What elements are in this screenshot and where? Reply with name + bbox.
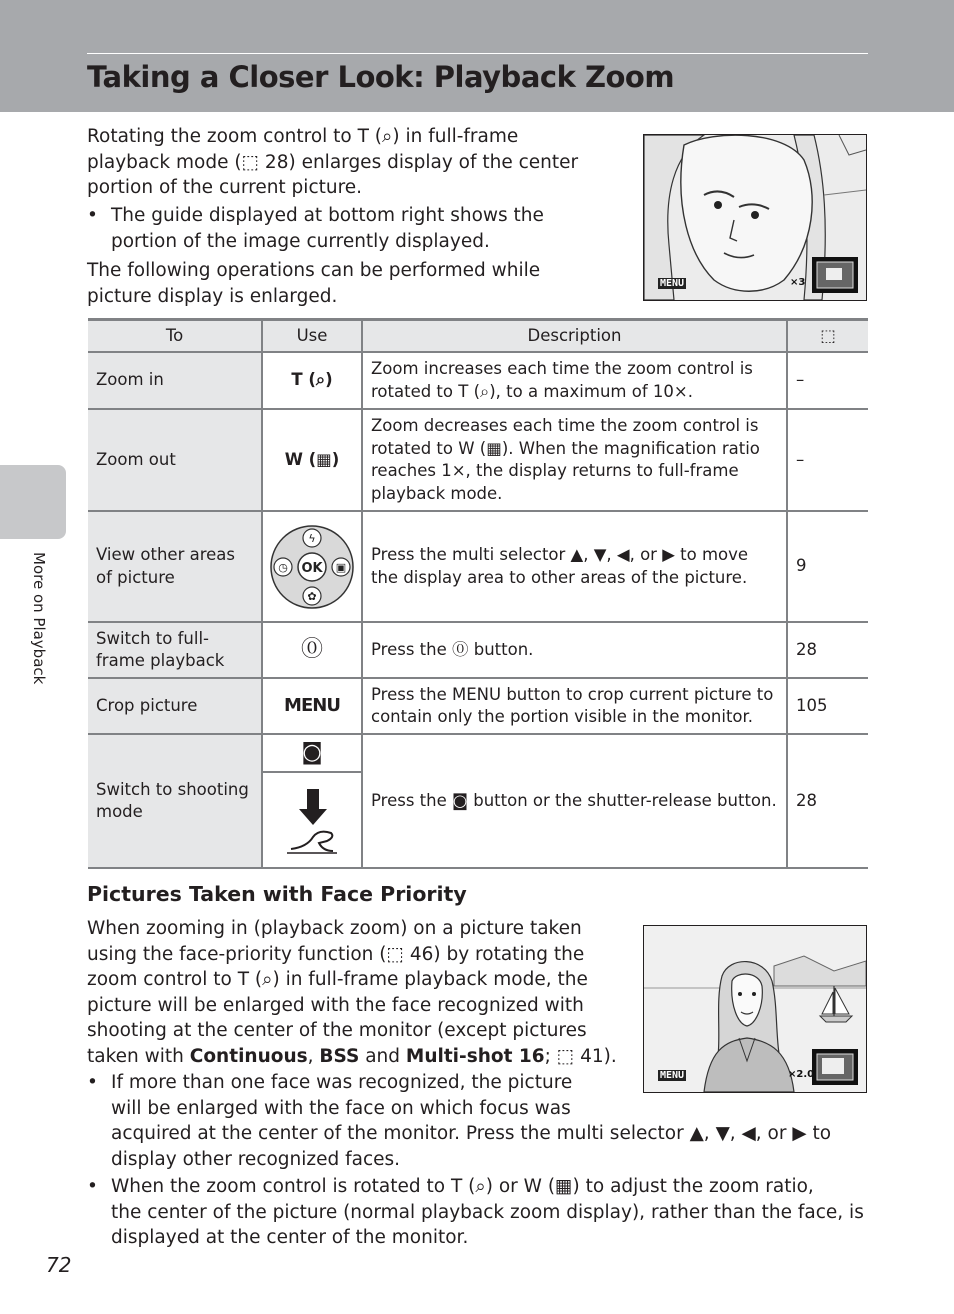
cell-description: Press the ◙ button or the shutter-release button. bbox=[362, 734, 787, 868]
text-line: zoom control to T (⌕) in full-frame playback mode, the bbox=[87, 969, 588, 990]
menu-button-icon: MENU bbox=[262, 678, 362, 734]
cell-description: Press the multi selector ▲, ▼, ◀, or ▶ to move the display area to other areas of the picture. bbox=[362, 511, 787, 622]
face-priority-drawing bbox=[644, 926, 866, 1092]
cell-ref: – bbox=[787, 352, 868, 409]
ok-button-icon: ⓪ bbox=[262, 622, 362, 678]
intro-paragraph bbox=[87, 124, 578, 201]
table-row bbox=[88, 622, 868, 678]
shutter-release-icon bbox=[283, 789, 343, 859]
text-line: The following operations can be performed while bbox=[87, 260, 541, 281]
text-span: ; ⬚ 41). bbox=[544, 1045, 617, 1067]
text-span: taken with bbox=[87, 1045, 190, 1067]
header-band bbox=[0, 0, 954, 112]
text-line: shooting at the center of the monitor (except pictures bbox=[87, 1020, 587, 1041]
cell-description: Zoom increases each time the zoom control is rotated to T (⌕), to a maximum of 10×. bbox=[362, 352, 787, 409]
cell-to: Switch to shooting mode bbox=[88, 734, 262, 868]
table-header-row bbox=[88, 320, 868, 353]
text-line: acquired at the center of the monitor. Press the multi selector ▲, ▼, ◀, or ▶ to bbox=[111, 1123, 832, 1144]
header-description: Description bbox=[362, 320, 787, 353]
continuous-term: Continuous bbox=[189, 1045, 308, 1067]
text-line: When zooming in (playback zoom) on a picture taken bbox=[87, 918, 582, 939]
cell-ref: 9 bbox=[787, 511, 868, 622]
text-line: displayed at the center of the monitor. bbox=[111, 1227, 469, 1248]
section-heading: Pictures Taken with Face Priority bbox=[87, 882, 467, 906]
bullet-dot: • bbox=[87, 205, 98, 226]
cell-use: W (▦) bbox=[262, 409, 362, 511]
self-timer-icon: ◷ bbox=[278, 560, 288, 574]
text-line: picture will be enlarged with the face recognized with bbox=[87, 994, 584, 1016]
face-priority-paragraph bbox=[87, 916, 617, 1069]
flash-icon: ϟ bbox=[308, 531, 316, 545]
text-span: , bbox=[307, 1045, 320, 1067]
zoomed-portrait-image bbox=[643, 134, 867, 301]
cell-description: Press the ⓪ button. bbox=[362, 622, 787, 678]
cell-ref: 105 bbox=[787, 678, 868, 734]
table-row bbox=[88, 352, 868, 409]
intro-paragraph-2 bbox=[87, 258, 540, 309]
bullet-dot: • bbox=[87, 1072, 98, 1093]
side-tab-label: More on Playback bbox=[30, 552, 48, 685]
text-line: If more than one face was recognized, the picture bbox=[111, 1072, 573, 1093]
text-line: portion of the current picture. bbox=[87, 177, 363, 198]
text-span: and bbox=[359, 1045, 406, 1067]
header-rule bbox=[87, 53, 868, 54]
bss-term: BSS bbox=[319, 1045, 360, 1067]
cell-to: Crop picture bbox=[88, 678, 262, 734]
menu-label: MENU bbox=[660, 278, 685, 289]
text-line: portion of the image currently displayed. bbox=[111, 230, 490, 252]
portrait-drawing bbox=[644, 135, 866, 300]
page-number: 72 bbox=[46, 1253, 72, 1277]
menu-label: MENU bbox=[660, 1070, 685, 1081]
text-line: will be enlarged with the face on which focus was bbox=[111, 1097, 571, 1119]
table-row bbox=[88, 734, 868, 868]
cell-ref: 28 bbox=[787, 734, 868, 868]
text-line bbox=[87, 1044, 617, 1070]
table-row bbox=[88, 511, 868, 622]
cell-to: Zoom out bbox=[88, 409, 262, 511]
text-line: using the face-priority function (⬚ 46) by rotating the bbox=[87, 943, 585, 965]
cell-use: T (⌕) bbox=[262, 352, 362, 409]
cell-ref: – bbox=[787, 409, 868, 511]
header-use: Use bbox=[262, 320, 362, 353]
table-row bbox=[88, 409, 868, 511]
cell-use bbox=[262, 734, 362, 868]
operations-table bbox=[88, 318, 868, 869]
ok-label: OK bbox=[301, 560, 323, 576]
cell-to: Zoom in bbox=[88, 352, 262, 409]
text-line: The guide displayed at bottom right shows the bbox=[111, 205, 544, 226]
multi-shot-term: Multi-shot 16 bbox=[405, 1045, 545, 1067]
bullet-dot: • bbox=[87, 1176, 98, 1197]
zoom-ratio-label: ×2.0 bbox=[788, 1069, 815, 1080]
text-line: Rotating the zoom control to T (⌕) in full-frame bbox=[87, 126, 519, 147]
macro-icon: ✿ bbox=[307, 589, 317, 603]
zoom-ratio-label: ×3 bbox=[790, 277, 806, 288]
camera-button-icon: ◙ bbox=[263, 735, 361, 773]
header-to: To bbox=[88, 320, 262, 353]
text-line: the center of the picture (normal playback zoom display), rather than the face, is bbox=[111, 1201, 864, 1223]
cell-description: Press the MENU button to crop current picture to contain only the portion visible in the monitor. bbox=[362, 678, 787, 734]
text-line: picture display is enlarged. bbox=[87, 285, 338, 307]
table-row bbox=[88, 678, 868, 734]
cell-ref: 28 bbox=[787, 622, 868, 678]
text-line: display other recognized faces. bbox=[111, 1148, 401, 1170]
side-tab bbox=[0, 465, 66, 539]
multi-selector-icon bbox=[269, 524, 355, 610]
header-reference-icon: ⬚ bbox=[787, 320, 868, 353]
cell-use bbox=[262, 511, 362, 622]
exposure-icon: ▣ bbox=[335, 560, 347, 574]
text-line: When the zoom control is rotated to T (⌕) or W (▦) to adjust the zoom ratio, bbox=[111, 1176, 814, 1197]
cell-description: Zoom decreases each time the zoom control is rotated to W (▦). When the magnification ratio reaches 1×, the display returns to full-frame playback mode. bbox=[362, 409, 787, 511]
cell-to: View other areas of picture bbox=[88, 511, 262, 622]
page-title: Taking a Closer Look: Playback Zoom bbox=[87, 60, 675, 94]
cell-to: Switch to full-frame playback bbox=[88, 622, 262, 678]
text-line: playback mode (⬚ 28) enlarges display of the center bbox=[87, 151, 579, 173]
face-priority-image bbox=[643, 925, 867, 1093]
